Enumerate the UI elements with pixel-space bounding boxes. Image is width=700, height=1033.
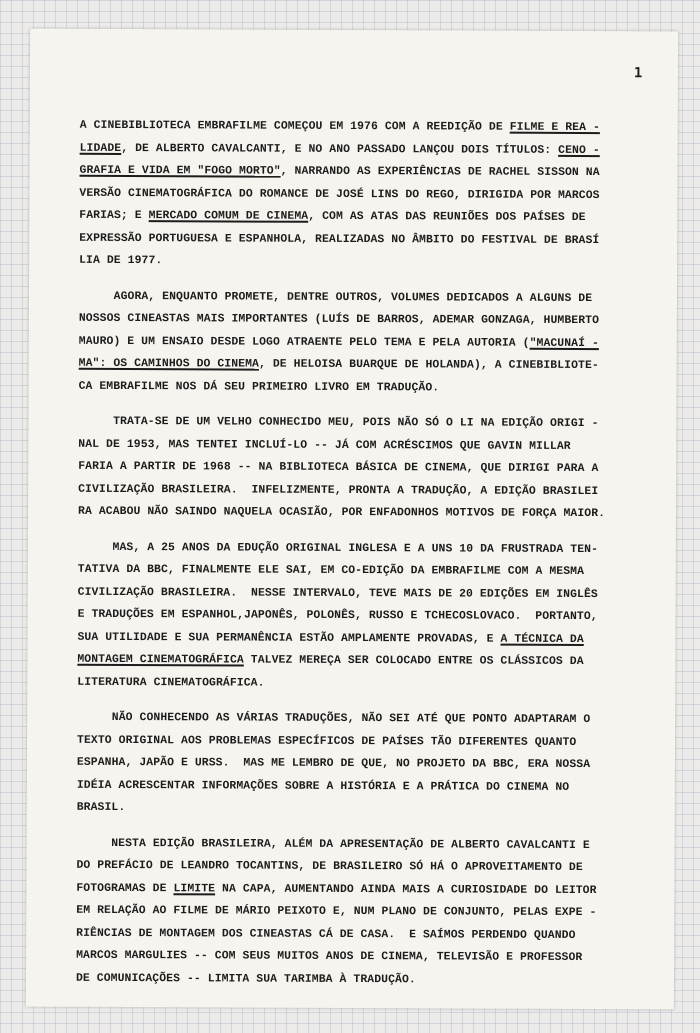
text-segment: DE COMUNICAÇÕES -- LIMITA SUA TARIMBA À TRADUÇÃO.: [75, 972, 416, 986]
text-line: [78, 433, 658, 458]
text-line: [77, 729, 657, 754]
underlined-title: CENO -: [558, 144, 600, 157]
text-line: [77, 774, 657, 799]
text-segment: NOSSOS CINEASTAS MAIS IMPORTANTES (LUÍS DE BARROS, ADEMAR GONZAGA, HUMBERTO: [78, 312, 600, 328]
text-segment: RA ACABOU NÃO SAINDO NAQUELA OCASIÃO, POR ENFADONHOS MOTIVOS DE FORÇA MAIOR.: [78, 505, 606, 521]
text-segment: FARIA A PARTIR DE 1968 -- NA BIBLIOTECA BÁSICA DE CINEMA, QUE DIRIGI PARA A: [78, 460, 599, 476]
text-segment: NA CAPA, AUMENTANDO AINDA MAIS A CURIOSIDADE DO LEITOR: [215, 882, 597, 897]
text-line: [79, 308, 659, 333]
text-segment: CIVILIZAÇÃO BRASILEIRA. INFELIZMENTE, PRONTA A TRADUÇÃO, A EDIÇÃO BRASILEI: [78, 483, 599, 498]
text-segment: NAL DE 1953, MAS TENTEI INCLUÍ-LO -- JÁ COM ACRÉSCIMOS QUE GAVIN MILLAR: [78, 438, 571, 453]
text-segment: RIÊNCIAS DE MONTAGEM DOS CINEASTAS CÁ DE CASA. E SAÍMOS PERDENDO QUANDO: [76, 927, 576, 942]
text-line: [78, 478, 658, 503]
text-line: [77, 797, 657, 822]
text-line: [77, 707, 657, 732]
text-segment: MAS, A 25 ANOS DA EDUÇÃO ORIGINAL INGLESA E A UNS 10 DA FRUSTRADA TEN-: [77, 541, 599, 556]
text-line: [77, 626, 657, 651]
underlined-title: MERCADO COMUM DE CINEMA: [148, 210, 309, 223]
text-segment: IDÉIA ACRESCENTAR INFORMAÇÕES SOBRE A HISTÓRIA E A PRÁTICA DO CINEMA NO: [76, 779, 570, 794]
text-line: [77, 671, 657, 696]
paragraph: [77, 707, 657, 822]
typed-page: [26, 29, 678, 1010]
text-segment: MARCOS MARGULIES -- COM SEUS MUITOS ANOS DE CINEMA, TELEVISÃO E PROFESSOR: [76, 949, 583, 965]
text-line: [78, 536, 658, 561]
underlined-title: MONTAGEM CINEMATOGRÁFICA: [77, 653, 244, 667]
text-line: [79, 227, 659, 252]
text-line: [78, 411, 658, 436]
text-line: [79, 160, 659, 185]
text-segment: VERSÃO CINEMATOGRÁFICA DO ROMANCE DE JOSÉ LINS DO REGO, DIRIGIDA POR MARCOS: [79, 187, 600, 202]
text-line: [79, 250, 659, 275]
text-segment: TRATA-SE DE UM VELHO CONHECIDO MEU, POIS NÃO SÓ O LI NA EDIÇÃO ORIGI -: [78, 415, 599, 431]
paragraph: [79, 285, 659, 400]
text-line: [80, 115, 660, 140]
text-segment: EM RELAÇÃO AO FILME DE MÁRIO PEIXOTO E, NUM PLANO DE CONJUNTO, PELAS EXPE -: [76, 904, 597, 920]
paragraph: [76, 832, 657, 992]
text-segment: EXPRESSÃO PORTUGUESA E ESPANHOLA, REALIZADAS NO ÂMBITO DO FESTIVAL DE BRASÍ: [79, 232, 600, 247]
text-line: [76, 922, 656, 947]
text-line: [77, 752, 657, 777]
text-line: [79, 330, 659, 355]
text-segment: ESPANHA, JAPÃO E URSS. MAS ME LEMBRO DE QUE, NO PROJETO DA BBC, ERA NOSSA: [76, 756, 591, 772]
text-line: [76, 967, 656, 992]
text-line: [76, 900, 656, 925]
underlined-title: A TÉCNICA DA: [500, 633, 584, 646]
text-segment: E TRADUÇÕES EM ESPANHOL,JAPONÊS, POLONÊS, RUSSO E TCHECOSLOVACO. PORTANTO,: [77, 608, 598, 624]
text-line: [78, 456, 658, 481]
text-line: [77, 649, 657, 674]
text-segment: BRASIL.: [76, 801, 126, 815]
text-segment: TALVEZ MEREÇA SER COLOCADO ENTRE OS CLÁSSICOS DA: [243, 654, 584, 669]
text-segment: , NARRANDO AS EXPERIÊNCIAS DE RACHEL SISSON NA: [280, 165, 600, 180]
text-line: [79, 375, 659, 400]
text-segment: MAURO) E UM ENSAIO DESDE LOGO ATRAENTE PELO TEMA E PELA AUTORIA (: [78, 335, 530, 350]
underlined-title: LIDADE: [79, 142, 122, 155]
text-line: [79, 182, 659, 207]
text-segment: CA EMBRAFILME NOS DÁ SEU PRIMEIRO LIVRO EM TRADUÇÃO.: [78, 380, 440, 394]
document-body: [76, 115, 660, 993]
underlined-title: FILME E REA -: [509, 121, 600, 135]
paragraph: [78, 411, 658, 526]
text-segment: LITERATURA CINEMATOGRÁFICA.: [77, 676, 265, 690]
paragraph: [79, 115, 660, 275]
text-line: [78, 581, 658, 606]
text-segment: , DE ALBERTO CAVALCANTI, E NO ANO PASSADO LANÇOU DOIS TÍTULOS:: [121, 142, 559, 157]
text-line: [76, 855, 656, 880]
text-line: [77, 832, 657, 857]
paragraph: [77, 536, 658, 696]
text-line: [78, 501, 658, 526]
text-segment: , COM AS ATAS DAS REUNIÕES DOS PAÍSES DE: [308, 210, 586, 225]
page-number: 1: [633, 65, 643, 82]
text-line: [79, 205, 659, 230]
underlined-title: GRAFIA E VIDA EM "FOGO MORTO": [79, 164, 281, 178]
text-line: [78, 604, 658, 629]
text-line: [78, 559, 658, 584]
text-segment: A CINEBIBLIOTECA EMBRAFILME COMEÇOU EM 1976 COM A REEDIÇÃO DE: [79, 119, 510, 134]
text-segment: SUA UTILIDADE E SUA PERMANÊNCIA ESTÃO AMPLAMENTE PROVADAS, E: [77, 631, 501, 646]
text-segment: FARIAS; E: [79, 209, 149, 223]
text-segment: , DE HELOISA BUARQUE DE HOLANDA), A CINEBIBLIOTE-: [258, 358, 599, 373]
text-segment: AGORA, ENQUANTO PROMETE, DENTRE OUTROS, VOLUMES DEDICADOS A ALGUNS DE: [78, 290, 593, 305]
underlined-title: MA": OS CAMINHOS DO CINEMA: [78, 357, 260, 371]
text-segment: NÃO CONHECENDO AS VÁRIAS TRADUÇÕES, NÃO SEI ATÉ QUE PONTO ADAPTARAM O: [77, 711, 591, 727]
text-line: [80, 137, 660, 162]
text-segment: LIA DE 1977.: [79, 254, 163, 268]
text-segment: FOTOGRAMAS DE: [76, 882, 174, 895]
text-segment: CIVILIZAÇÃO BRASILEIRA. NESSE INTERVALO, TEVE MAIS DE 20 EDIÇÕES EM INGLÊS: [77, 586, 598, 601]
text-line: [76, 945, 656, 970]
text-line: [76, 877, 656, 902]
underlined-title: "MACUNAÍ -: [529, 337, 599, 350]
text-segment: TATIVA DA BBC, FINALMENTE ELE SAI, EM CO-EDIÇÃO DA EMBRAFILME COM A MESMA: [77, 563, 585, 579]
text-segment: DO PREFÁCIO DE LEANDRO TOCANTINS, DE BRASILEIRO SÓ HÁ O APROVEITAMENTO DE: [76, 859, 583, 875]
text-segment: NESTA EDIÇÃO BRASILEIRA, ALÉM DA APRESENTAÇÃO DE ALBERTO CAVALCANTI E: [76, 837, 590, 852]
text-segment: TEXTO ORIGINAL AOS PROBLEMAS ESPECÍFICOS DE PAÍSES TÃO DIFERENTES QUANTO: [77, 734, 577, 749]
text-line: [79, 285, 659, 310]
underlined-title: LIMITE: [173, 882, 216, 895]
text-line: [79, 353, 659, 378]
